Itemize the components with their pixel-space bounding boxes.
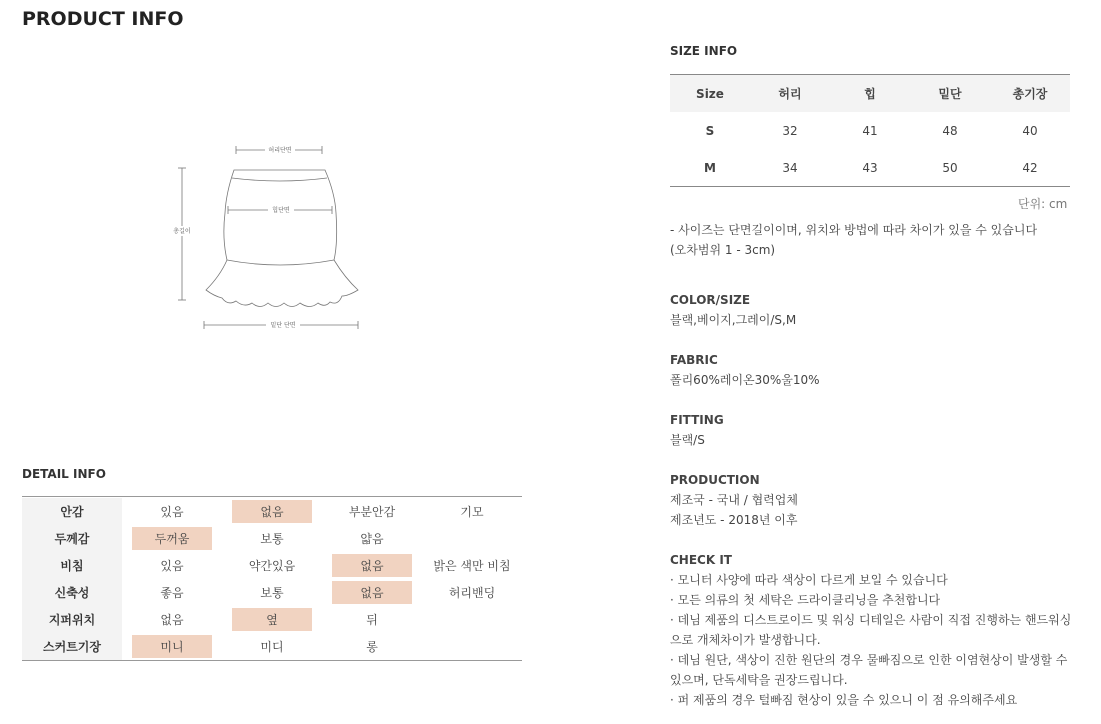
size-cell: 42 [1022, 160, 1038, 175]
check-it-list [670, 570, 1075, 710]
waist-label: 허리단면 [268, 147, 292, 154]
detail-option-cell [122, 606, 222, 633]
size-cell: 48 [942, 123, 958, 138]
detail-option-selected: 없음 [332, 554, 412, 577]
detail-info-table [22, 496, 522, 661]
detail-option: 뒤 [366, 613, 378, 627]
detail-row [22, 633, 522, 660]
detail-option: 있음 [160, 559, 184, 573]
detail-option-selected: 미니 [132, 635, 212, 658]
size-table-header-row [670, 75, 1070, 113]
detail-option: 기모 [460, 505, 484, 519]
detail-option [432, 635, 512, 658]
detail-option-cell [222, 633, 322, 660]
skirt-measurement-diagram [170, 138, 370, 338]
size-cell: 43 [862, 160, 878, 175]
detail-option-cell [122, 525, 222, 552]
detail-option-cell [322, 579, 422, 606]
detail-option: 미디 [260, 640, 284, 654]
check-item: · 데님 원단, 색상이 진한 원단의 경우 물빠짐으로 인한 이염현상이 발생할 수 있으며, 단독세탁을 권장드립니다. [670, 653, 1068, 687]
detail-option-cell [322, 552, 422, 579]
detail-option-cell [422, 606, 522, 633]
detail-row-label: 스커트기장 [22, 633, 122, 660]
detail-option: 보통 [260, 586, 284, 600]
production-year: 제조년도 - 2018년 이후 [670, 513, 798, 527]
size-info-title: SIZE INFO [670, 44, 738, 58]
detail-option-cell [222, 525, 322, 552]
detail-option-cell [422, 525, 522, 552]
detail-option-cell [122, 579, 222, 606]
detail-option-cell [322, 606, 422, 633]
detail-option-selected: 없음 [332, 581, 412, 604]
size-header: Size [670, 75, 750, 113]
detail-row-label: 비침 [22, 552, 122, 579]
check-item: · 모니터 사양에 따라 색상이 다르게 보일 수 있습니다 [670, 573, 948, 587]
detail-info-title: DETAIL INFO [22, 467, 106, 481]
detail-option-selected: 없음 [232, 500, 312, 523]
detail-option-cell [422, 552, 522, 579]
fitting-value: 블랙/S [670, 433, 705, 447]
detail-option-cell [422, 579, 522, 606]
detail-option-cell [222, 498, 322, 525]
size-unit: 단위: cm [1018, 197, 1068, 211]
detail-option-selected: 옆 [232, 608, 312, 631]
detail-row [22, 552, 522, 579]
hip-label: 힙단면 [272, 207, 290, 214]
production-title: PRODUCTION [670, 473, 760, 487]
fabric-value: 폴리60%레이온30%울10% [670, 373, 820, 387]
detail-option: 허리밴딩 [448, 586, 496, 600]
detail-option: 부분안감 [348, 505, 396, 519]
detail-option [432, 527, 512, 550]
check-item: · 퍼 제품의 경우 털빠짐 현상이 있을 수 있으니 이 점 유의해주세요 [670, 693, 1018, 707]
detail-row [22, 525, 522, 552]
size-row [670, 149, 1070, 187]
detail-option-cell [122, 498, 222, 525]
detail-row [22, 498, 522, 525]
check-item: · 데님 제품의 디스트로이드 및 워싱 디테일은 사람이 직접 진행하는 핸드워싱으로 개체차이가 발생합니다. [670, 613, 1072, 647]
size-cell: M [704, 160, 716, 175]
detail-option-cell [322, 633, 422, 660]
detail-option [432, 608, 512, 631]
size-note: - 사이즈는 단면길이이며, 위치와 방법에 따라 차이가 있을 수 있습니다 [670, 223, 1038, 237]
detail-row [22, 579, 522, 606]
detail-option-cell [122, 633, 222, 660]
color-size-value: 블랙,베이지,그레이/S,M [670, 313, 797, 327]
detail-row-label: 두께감 [22, 525, 122, 552]
detail-option: 보통 [260, 532, 284, 546]
detail-option-cell [322, 525, 422, 552]
size-header: 총기장 [990, 75, 1070, 113]
size-cell: 34 [782, 160, 798, 175]
page-title: PRODUCT INFO [22, 8, 184, 30]
size-header: 밑단 [910, 75, 990, 113]
detail-row [22, 606, 522, 633]
detail-option: 롱 [366, 640, 378, 654]
detail-option-cell [222, 579, 322, 606]
detail-option: 밝은 색만 비침 [433, 559, 511, 573]
check-it-title: CHECK IT [670, 553, 732, 567]
detail-option-cell [322, 498, 422, 525]
detail-option-cell [422, 498, 522, 525]
detail-option-selected: 두꺼움 [132, 527, 212, 550]
color-size-title: COLOR/SIZE [670, 293, 751, 307]
size-cell: 32 [782, 123, 798, 138]
size-cell: 40 [1022, 123, 1038, 138]
size-cell: 41 [862, 123, 878, 138]
detail-option: 얇음 [360, 532, 384, 546]
length-label: 총길이 [173, 228, 191, 235]
detail-option-cell [222, 552, 322, 579]
hem-label: 밑단 단면 [270, 322, 296, 329]
detail-option-cell [222, 606, 322, 633]
detail-row-label: 지퍼위치 [22, 606, 122, 633]
size-row [670, 112, 1070, 149]
detail-row-label: 안감 [22, 498, 122, 525]
size-header: 힙 [830, 75, 910, 113]
detail-row-label: 신축성 [22, 579, 122, 606]
detail-option-cell [422, 633, 522, 660]
check-item: · 모든 의류의 첫 세탁은 드라이클리닝을 추천합니다 [670, 593, 941, 607]
fitting-title: FITTING [670, 413, 724, 427]
size-note-range: (오차범위 1 - 3cm) [670, 243, 776, 257]
production-country: 제조국 - 국내 / 협력업체 [670, 493, 798, 507]
detail-option: 좋음 [160, 586, 184, 600]
size-header: 허리 [750, 75, 830, 113]
size-table [670, 74, 1070, 187]
detail-option-cell [122, 552, 222, 579]
detail-option: 있음 [160, 505, 184, 519]
detail-option: 없음 [160, 613, 184, 627]
size-cell: S [705, 123, 715, 138]
fabric-title: FABRIC [670, 353, 718, 367]
size-cell: 50 [942, 160, 958, 175]
detail-option: 약간있음 [248, 559, 296, 573]
